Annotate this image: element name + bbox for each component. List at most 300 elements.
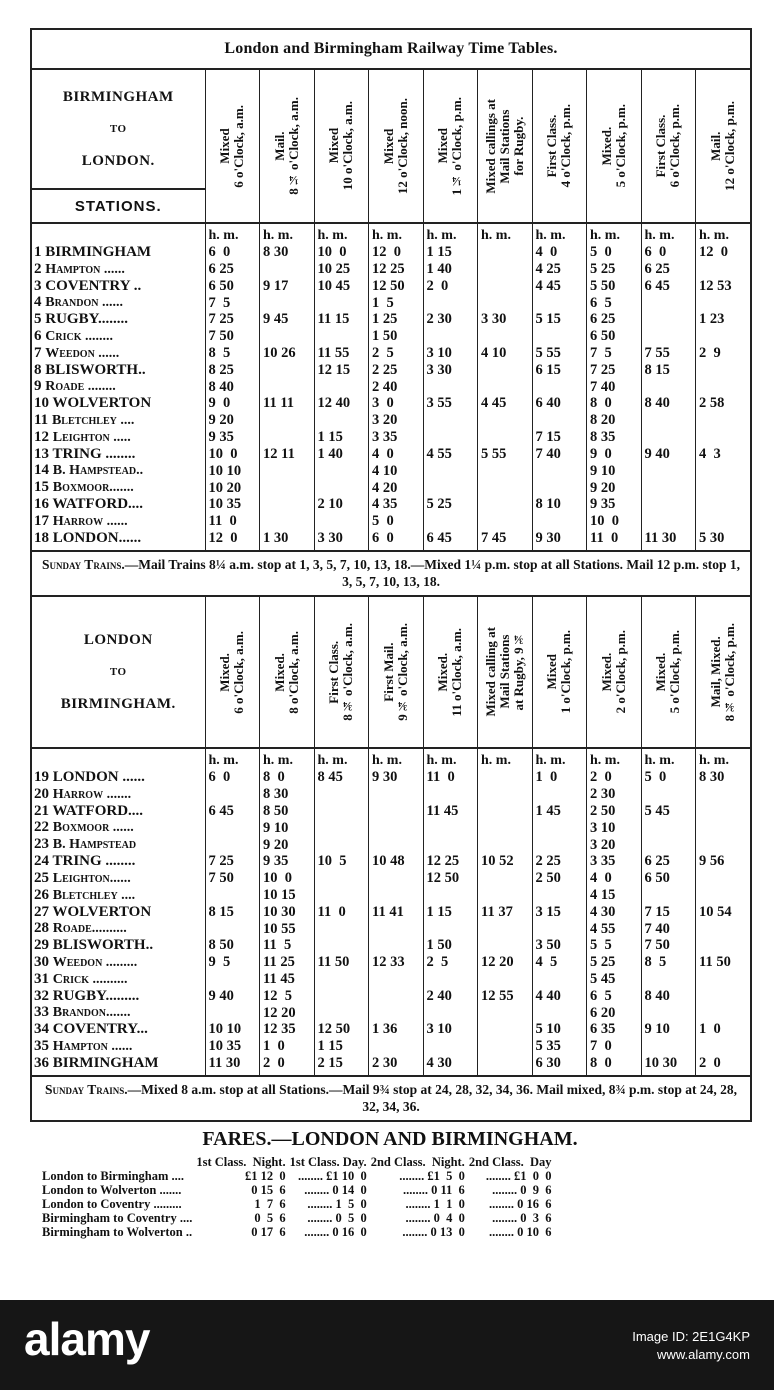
time-cell [314,819,369,836]
time-cell [369,1004,424,1021]
time-cell: 11 0 [314,904,369,921]
time-cell: 4 20 [369,479,424,496]
station-name [32,513,205,530]
time-cell: 7 40 [587,378,642,395]
time-cell [205,887,260,904]
station-number: 19 [34,769,53,786]
time-cell [478,261,533,278]
time-cell: 2 0 [260,1055,315,1076]
fare-value: 1 7 6 [254,1197,286,1211]
time-cell [314,786,369,803]
column-header-line: 12 o'Clock, p.m. [722,101,737,191]
time-cell: 7 50 [205,328,260,345]
direction-title-line: BIRMINGHAM. [60,696,176,712]
time-cell: 8 35 [587,429,642,446]
station-number: 1 [34,244,46,261]
station-label: WATFORD.... [52,802,144,819]
column-header-line: 8¾ o'Clock, p.m. [722,622,737,722]
table-row [32,446,750,463]
time-cell [314,937,369,954]
fare-value: ........ 1 5 0 [307,1197,367,1211]
station-number: 2 [34,260,46,277]
time-cell: 7 25 [205,853,260,870]
fare-value: 0 17 6 [251,1225,286,1239]
time-cell [423,513,478,530]
station-name [32,786,205,803]
station-label: RUGBY......... [52,987,140,1004]
time-cell: 11 25 [260,954,315,971]
column-header-line: 6 o'Clock, p.m. [667,104,683,188]
fares-header-row [40,1155,553,1169]
time-cell [423,412,478,429]
time-cell [478,244,533,261]
time-cell [423,328,478,345]
time-cell: 5 25 [587,954,642,971]
unit-label: h. m. [478,748,533,769]
time-cell: 2 0 [696,1055,751,1076]
time-cell: 9 20 [587,479,642,496]
time-cell [260,261,315,278]
time-cell: 8 30 [260,244,315,261]
table-row [32,887,750,904]
time-cell: 11 37 [478,904,533,921]
station-name [32,836,205,853]
station-name [32,904,205,921]
time-cell [478,1021,533,1038]
station-name [32,853,205,870]
time-cell: 7 25 [205,311,260,328]
time-cell: 8 0 [587,395,642,412]
time-cell: 9 30 [369,769,424,786]
fares-row [40,1225,553,1239]
unit-row [32,223,750,244]
table-row [32,786,750,803]
time-cell: 11 11 [260,395,315,412]
station-name [32,1021,205,1038]
time-cell: 7 50 [641,937,696,954]
time-cell [478,462,533,479]
fares-title: FARES.—LONDON AND BIRMINGHAM. [202,1128,578,1150]
column-header-text [654,104,682,187]
time-cell: 5 25 [587,261,642,278]
station-label: WOLVERTON [52,395,152,412]
time-cell: 9 20 [260,836,315,853]
table-row [32,513,750,530]
column-header [696,70,751,223]
time-cell: 9 35 [260,853,315,870]
station-name [32,870,205,887]
time-cell: 8 20 [587,412,642,429]
time-cell: 11 50 [314,954,369,971]
column-header [423,70,478,223]
time-cell [696,513,751,530]
time-cell: 6 45 [205,803,260,820]
time-cell [423,819,478,836]
time-cell [314,988,369,1005]
time-cell: 8 40 [641,395,696,412]
column-header-line: 8¾ o'Clock, a.m. [340,623,356,721]
station-name [32,429,205,446]
column-header-line: 10 o'Clock, a.m. [340,101,356,191]
time-cell: 6 20 [587,1004,642,1021]
time-cell: 6 35 [587,1021,642,1038]
time-cell [532,462,587,479]
time-cell: 6 25 [641,261,696,278]
station-label: Leighton ..... [52,429,131,445]
column-header-line: 8 o'Clock, a.m. [285,630,301,714]
time-cell [260,412,315,429]
fare-value: ........ £1 0 0 [485,1169,552,1183]
time-cell: 4 10 [369,462,424,479]
unit-spacer [32,748,205,769]
time-cell [369,1038,424,1055]
station-name [32,362,205,379]
column-header [369,597,424,748]
unit-label: h. m. [205,223,260,244]
fare-value: ........ 0 5 0 [307,1211,367,1225]
time-cell: 2 25 [369,362,424,379]
time-cell: 4 15 [587,887,642,904]
time-cell [423,920,478,937]
time-cell: 5 0 [369,513,424,530]
time-cell: 3 20 [587,836,642,853]
column-header-text [327,101,355,190]
column-header-line: Mixed. [598,652,614,692]
station-label: LONDON ...... [52,769,145,786]
table-row [32,496,750,513]
time-cell: 4 25 [532,261,587,278]
time-cell [369,988,424,1005]
fares-route: London to Wolverton ....... [42,1183,182,1197]
unit-label: h. m. [696,223,751,244]
time-cell: 2 5 [369,345,424,362]
station-label: Weedon ......... [52,954,138,970]
time-cell [369,971,424,988]
station-label: Hampton ...... [45,261,125,277]
time-cell: 9 10 [641,1021,696,1038]
time-cell: 6 45 [641,278,696,295]
table-row [32,294,750,311]
column-header [423,597,478,748]
time-cell: 10 0 [205,446,260,463]
table-row [32,244,750,261]
time-cell [314,971,369,988]
time-cell: 12 55 [478,988,533,1005]
table-row [32,378,750,395]
time-cell: 3 10 [423,1021,478,1038]
watermark-url: www.alamy.com [657,1347,750,1362]
time-cell: 8 50 [260,803,315,820]
table-row [32,769,750,786]
column-header-line: Mixed [326,128,342,164]
column-header-text [484,627,526,717]
station-number: 36 [34,1054,53,1071]
station-label: LONDON...... [52,529,142,546]
time-cell [641,1004,696,1021]
time-cell: 1 0 [260,1038,315,1055]
time-cell [478,786,533,803]
fares-route: Birmingham to Coventry .... [42,1211,193,1225]
time-cell: 11 0 [587,530,642,551]
time-cell [478,429,533,446]
station-number: 33 [34,1004,53,1020]
time-cell: 2 50 [587,803,642,820]
fare-value: 0 15 6 [251,1183,286,1197]
station-number: 21 [34,802,53,819]
time-cell: 4 40 [532,988,587,1005]
time-cell [314,513,369,530]
column-header [532,597,587,748]
header-row [32,70,750,189]
station-label: Harrow ....... [52,786,132,802]
column-header [314,597,369,748]
time-cell: 8 40 [641,988,696,1005]
column-header-line: 1 o'Clock, p.m. [558,630,574,714]
column-header-line: First Class. [653,114,669,178]
table-birmingham-to-london [32,70,750,550]
station-label: TRING ........ [52,853,136,870]
time-cell: 2 40 [369,378,424,395]
fare-value: ........ £1 5 0 [399,1169,465,1183]
time-cell: 8 50 [205,937,260,954]
station-name [32,803,205,820]
time-cell [641,836,696,853]
station-label: Harrow ...... [52,513,128,529]
time-cell: 5 55 [478,446,533,463]
time-cell [696,294,751,311]
station-label: Hampton ...... [52,1038,133,1054]
time-cell: 6 25 [587,311,642,328]
time-cell: 1 15 [314,429,369,446]
time-cell: 6 15 [532,362,587,379]
fare-value: ........ 0 13 0 [402,1225,465,1239]
station-label: Brandon ...... [45,295,123,310]
fare-value: ........ £1 10 0 [297,1169,367,1183]
time-cell: 4 30 [587,904,642,921]
fares-column-header: 2nd Class. Night. [370,1155,465,1169]
image-id: Image ID: 2E1G4KP [632,1329,750,1344]
time-cell: 6 40 [532,395,587,412]
header-row [32,597,750,748]
time-cell [641,378,696,395]
time-cell: 10 5 [314,853,369,870]
time-cell: 6 30 [532,1055,587,1076]
fare-value: ........ 0 16 0 [304,1225,367,1239]
time-cell [532,836,587,853]
time-cell [478,971,533,988]
time-cell: 7 5 [205,294,260,311]
station-name [32,971,205,988]
time-cell: 10 0 [314,244,369,261]
time-cell [260,479,315,496]
time-cell [478,362,533,379]
timetable-sheet [30,28,752,1122]
time-cell [696,887,751,904]
column-header-line: 9¾ o'Clock, a.m. [394,623,410,721]
table-london-to-birmingham [32,597,750,1075]
direction-title-line: LONDON. [81,153,155,169]
station-name [32,479,205,496]
time-cell: 2 0 [423,278,478,295]
time-cell [260,378,315,395]
fares-row [40,1211,553,1225]
column-header-line: 11 o'Clock, a.m. [449,627,465,717]
time-cell: 6 50 [587,328,642,345]
time-cell [641,971,696,988]
table-row [32,278,750,295]
sunday-text: —Mail Trains 8¼ a.m. stop at 1, 3, 5, 7, 10, 13, 18.—Mixed 1¼ p.m. stop at all Stations. Mail 12 p.m. stop 1, 3, 5, 7, 10, 13, 18. [124,557,740,589]
time-cell: 9 30 [532,530,587,551]
time-cell: 11 30 [641,530,696,551]
column-header-line: 2 o'Clock, p.m. [612,630,628,714]
time-cell: 11 45 [423,803,478,820]
time-cell: 2 25 [532,853,587,870]
time-cell [423,971,478,988]
station-label: BLISWORTH.. [45,361,146,378]
station-name [32,937,205,954]
table-row [32,836,750,853]
time-cell: 3 10 [587,819,642,836]
time-cell [423,1038,478,1055]
column-header-line: at Rugby, 9¾ [510,632,526,712]
time-cell [696,362,751,379]
table-row [32,920,750,937]
time-cell [478,920,533,937]
station-name [32,954,205,971]
time-cell: 1 15 [423,904,478,921]
station-number: 10 [34,395,53,412]
time-cell: 11 55 [314,345,369,362]
station-name [32,412,205,429]
column-header [641,597,696,748]
time-cell: 7 45 [478,530,533,551]
time-cell: 9 40 [205,988,260,1005]
time-cell [478,819,533,836]
column-header-text [273,97,301,195]
unit-label: h. m. [314,223,369,244]
time-cell [641,429,696,446]
time-cell: 6 50 [205,278,260,295]
column-header-text [436,628,464,716]
station-name [32,345,205,362]
station-label: Boxmoor ...... [52,820,134,835]
station-number: 6 [34,327,46,344]
station-label: Bletchley .... [52,887,136,903]
time-cell: 8 15 [641,362,696,379]
time-cell: 4 0 [532,244,587,261]
time-cell: 12 50 [369,278,424,295]
table-row [32,853,750,870]
fares-row [40,1197,553,1211]
time-cell: 1 23 [696,311,751,328]
column-header-line: 6 o'Clock, a.m. [231,104,247,188]
station-name [32,328,205,345]
column-header-line: for Rugby. [510,116,526,176]
time-cell [696,836,751,853]
time-cell: 8 30 [260,786,315,803]
fare-value: ........ 1 1 0 [405,1197,465,1211]
station-name [32,311,205,328]
time-cell [532,887,587,904]
time-cell: 9 45 [260,311,315,328]
time-cell: 12 5 [260,988,315,1005]
time-cell: 2 58 [696,395,751,412]
fare-value: 0 5 6 [254,1211,286,1225]
time-cell: 10 30 [260,904,315,921]
time-cell: 8 0 [260,769,315,786]
column-header-line: Mail Stations [496,108,512,184]
fare-value: ........ 0 4 0 [405,1211,465,1225]
time-cell [205,836,260,853]
unit-label: h. m. [587,223,642,244]
time-cell: 12 25 [423,853,478,870]
time-cell [478,803,533,820]
column-header [587,597,642,748]
time-cell: 5 25 [423,496,478,513]
fares-column-header: 2nd Class. Day [468,1155,552,1169]
time-cell: 1 0 [696,1021,751,1038]
time-cell [696,870,751,887]
time-cell: 3 55 [423,395,478,412]
column-header-line: Mixed. [217,652,233,692]
time-cell: 7 50 [205,870,260,887]
fare-value: £1 12 0 [244,1169,286,1183]
time-cell [423,1004,478,1021]
table-row [32,1038,750,1055]
table-row [32,530,750,551]
time-cell: 12 20 [478,954,533,971]
time-cell: 2 50 [532,870,587,887]
time-cell [696,429,751,446]
unit-label: h. m. [260,223,315,244]
time-cell: 6 50 [641,870,696,887]
time-cell [314,803,369,820]
time-cell: 1 40 [423,261,478,278]
station-label: Roade ........ [45,379,116,394]
time-cell: 10 35 [205,496,260,513]
fare-value: ........ 0 9 6 [492,1183,552,1197]
time-cell: 4 3 [696,446,751,463]
column-header [478,597,533,748]
time-cell: 12 0 [369,244,424,261]
column-header-line: Mail. [708,131,723,161]
time-cell [696,261,751,278]
time-cell [696,1038,751,1055]
time-cell [205,786,260,803]
column-header-text [545,630,573,713]
station-name [32,1055,205,1076]
unit-label: h. m. [423,748,478,769]
unit-label: h. m. [587,748,642,769]
station-number: 3 [34,277,46,294]
station-label: B. Hampstead.. [52,463,144,478]
time-cell: 11 5 [260,937,315,954]
time-cell: 4 45 [478,395,533,412]
time-cell: 4 5 [532,954,587,971]
time-cell [696,971,751,988]
time-cell: 4 10 [478,345,533,362]
time-cell: 6 25 [641,853,696,870]
column-header-text [600,630,628,713]
column-header-line: Mail. [271,131,287,161]
station-number: 4 [34,294,46,310]
station-number: 30 [34,953,53,970]
station-name [32,446,205,463]
column-header-line: 5 o'Clock, p.m. [667,630,683,714]
direction-heading [32,70,205,189]
unit-row [32,748,750,769]
station-name [32,920,205,937]
